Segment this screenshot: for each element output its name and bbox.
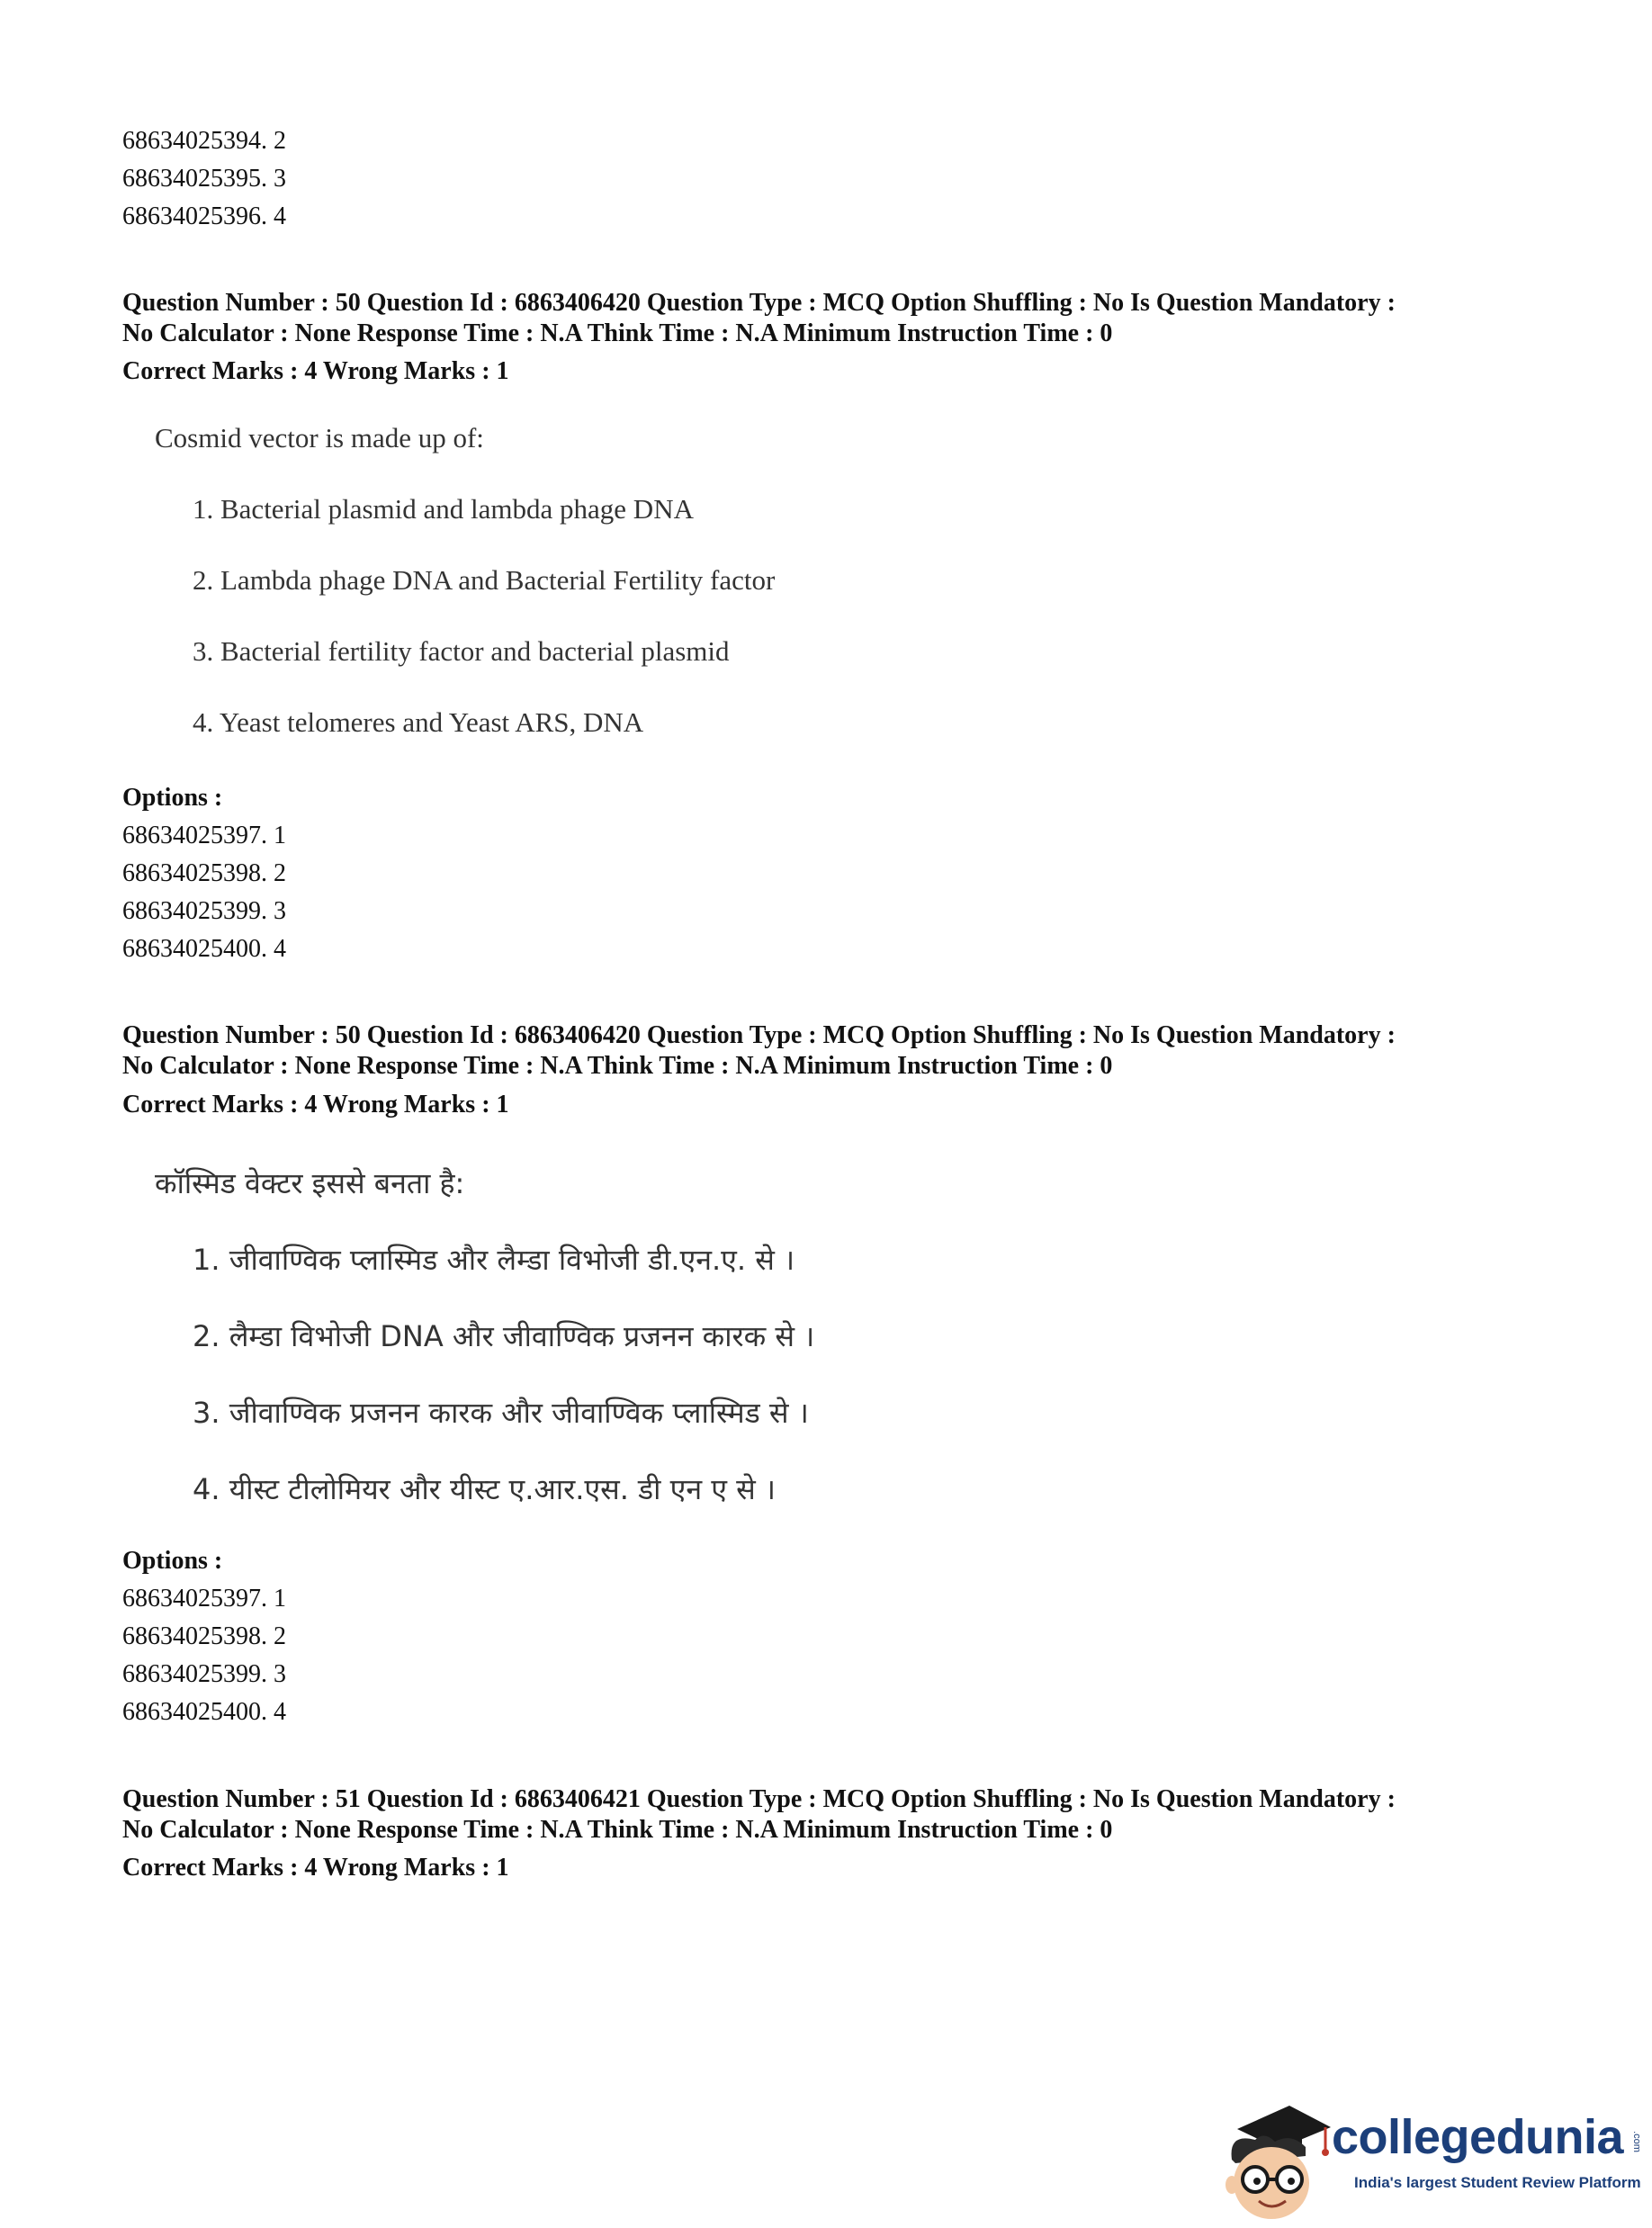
logo-tagline: India's largest Student Review Platform <box>1354 2174 1641 2191</box>
question-choice: 1. Bacterial plasmid and lambda phage DNA <box>193 493 694 525</box>
question-choice: 4. Yeast telomeres and Yeast ARS, DNA <box>193 706 644 738</box>
question-meta-line1: Question Number : 51 Question Id : 6863406421 Question Type : MCQ Option Shuffling : No Is Question Mandatory : <box>122 1785 1396 1813</box>
question-choice: 4. यीस्ट टीलोमियर और यीस्ट ए.आर.एस. डी एन ए से । <box>193 1472 777 1506</box>
question-marks: Correct Marks : 4 Wrong Marks : 1 <box>122 1854 509 1882</box>
mascot-icon <box>1219 2097 1336 2223</box>
question-choice: 1. जीवाण्विक प्लास्मिड और लैम्डा विभोजी डी.एन.ए. से । <box>193 1243 795 1277</box>
collegedunia-logo[interactable] <box>1219 2097 1642 2223</box>
question-choice: 2. Lambda phage DNA and Bacterial Fertility factor <box>193 564 776 596</box>
option-line: 68634025400. 4 <box>122 1698 286 1726</box>
question-meta-line1: Question Number : 50 Question Id : 6863406420 Question Type : MCQ Option Shuffling : No Is Question Mandatory : <box>122 289 1396 317</box>
question-choice: 3. Bacterial fertility factor and bacterial plasmid <box>193 635 730 667</box>
option-line: 68634025398. 2 <box>122 1622 286 1650</box>
options-label: Options : <box>122 784 223 812</box>
question-marks: Correct Marks : 4 Wrong Marks : 1 <box>122 357 509 385</box>
question-choice: 3. जीवाण्विक प्रजनन कारक और जीवाण्विक प्लास्मिड से । <box>193 1396 809 1430</box>
option-line: 68634025397. 1 <box>122 1585 286 1613</box>
option-line: 68634025396. 4 <box>122 202 286 230</box>
question-meta-line1: Question Number : 50 Question Id : 6863406420 Question Type : MCQ Option Shuffling : No Is Question Mandatory : <box>122 1021 1396 1049</box>
option-line: 68634025399. 3 <box>122 897 286 925</box>
question-choice: 2. लैम्डा विभोजी DNA और जीवाण्विक प्रजनन कारक से । <box>193 1319 815 1353</box>
question-stem: Cosmid vector is made up of: <box>155 422 484 454</box>
question-meta-line2: No Calculator : None Response Time : N.A Think Time : N.A Minimum Instruction Time : 0 <box>122 1052 1113 1080</box>
option-line: 68634025399. 3 <box>122 1660 286 1688</box>
question-stem: कॉस्मिड वेक्टर इससे बनता है: <box>155 1166 465 1200</box>
options-label: Options : <box>122 1547 223 1575</box>
option-line: 68634025397. 1 <box>122 822 286 849</box>
question-meta-line2: No Calculator : None Response Time : N.A Think Time : N.A Minimum Instruction Time : 0 <box>122 1816 1113 1844</box>
logo-wordmark: collegedunia <box>1332 2110 1624 2164</box>
option-line: 68634025394. 2 <box>122 127 286 155</box>
option-line: 68634025398. 2 <box>122 859 286 887</box>
option-line: 68634025395. 3 <box>122 165 286 193</box>
question-marks: Correct Marks : 4 Wrong Marks : 1 <box>122 1091 509 1118</box>
question-meta-line2: No Calculator : None Response Time : N.A Think Time : N.A Minimum Instruction Time : 0 <box>122 319 1113 347</box>
option-line: 68634025400. 4 <box>122 935 286 963</box>
logo-suffix: .com <box>1630 2131 1642 2152</box>
